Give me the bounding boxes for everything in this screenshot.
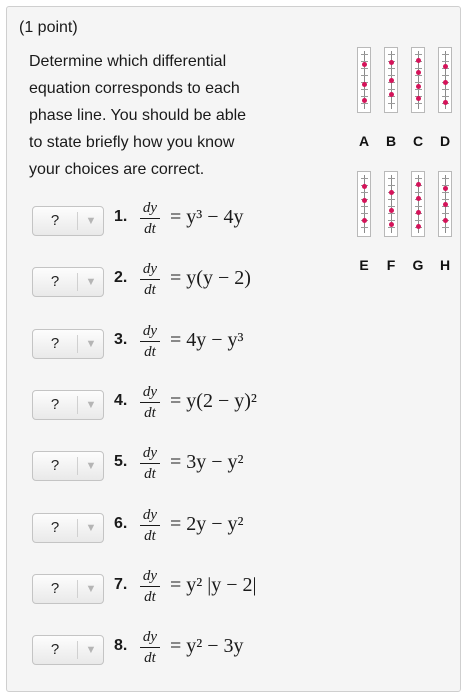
- equation-rhs: = 3y − y²: [170, 451, 244, 473]
- phase-tick: [361, 227, 368, 228]
- phase-tick: [361, 213, 368, 214]
- phase-tick: [442, 213, 449, 214]
- equation-rhs: = y² − 3y: [170, 635, 244, 657]
- fraction-numerator: dy: [142, 200, 158, 216]
- derivative-fraction: [138, 444, 162, 483]
- instruction-line: to state briefly how you know: [29, 134, 235, 151]
- phase-tick: [442, 178, 449, 179]
- phase-tick: [388, 178, 395, 179]
- answer-dropdown-4[interactable]: [32, 390, 104, 420]
- phase-tick: [361, 89, 368, 90]
- phase-tick: [388, 68, 395, 69]
- fraction-denominator: dt: [144, 466, 156, 482]
- phase-tick: [415, 75, 422, 76]
- fraction-numerator: dy: [142, 445, 158, 461]
- equation-number: 6.: [114, 515, 128, 532]
- equilibrium-dot: [389, 190, 394, 195]
- phase-line-image: [357, 171, 371, 237]
- phase-tick: [415, 54, 422, 55]
- equilibrium-dot: [362, 82, 367, 87]
- equilibrium-dot: [389, 208, 394, 213]
- answer-dropdown-1[interactable]: [32, 206, 104, 236]
- answer-dropdown-6[interactable]: [32, 513, 104, 543]
- instruction-line: your choices are correct.: [29, 161, 205, 178]
- instructions: [29, 48, 329, 183]
- phase-tick: [415, 192, 422, 193]
- derivative-fraction: [138, 383, 162, 422]
- fraction-bar: [140, 279, 160, 280]
- phase-tick: [415, 220, 422, 221]
- phase-tick: [388, 227, 395, 228]
- equation-number: 5.: [114, 453, 128, 470]
- equation-rhs: = y(2 − y)²: [170, 390, 257, 412]
- equation-number: 8.: [114, 637, 128, 654]
- fraction-numerator: dy: [142, 568, 158, 584]
- phase-tick: [415, 103, 422, 104]
- chevron-down-icon[interactable]: ▼: [85, 338, 97, 350]
- fraction-numerator: dy: [142, 261, 158, 277]
- phase-line-image: [384, 47, 398, 113]
- phase-tick: [415, 178, 422, 179]
- chevron-down-icon[interactable]: ▼: [85, 522, 97, 534]
- chevron-down-icon[interactable]: ▼: [85, 644, 97, 656]
- fraction-numerator: dy: [142, 629, 158, 645]
- derivative-fraction: [138, 506, 162, 545]
- phase-tick: [442, 89, 449, 90]
- fraction-denominator: dt: [144, 282, 156, 298]
- phase-line-label: H: [439, 257, 451, 273]
- equilibrium-dot: [362, 218, 367, 223]
- equilibrium-dot: [416, 182, 421, 187]
- point-value: (1 point): [19, 19, 78, 36]
- fraction-denominator: dt: [144, 589, 156, 605]
- fraction-numerator: dy: [142, 323, 158, 339]
- phase-tick: [361, 75, 368, 76]
- phase-tick: [388, 185, 395, 186]
- phase-tick: [442, 192, 449, 193]
- fraction-denominator: dt: [144, 344, 156, 360]
- answer-dropdown-2[interactable]: [32, 267, 104, 297]
- dropdown-value: ?: [50, 335, 60, 352]
- equilibrium-dot: [416, 96, 421, 101]
- equilibrium-dot: [416, 210, 421, 215]
- phase-tick: [361, 206, 368, 207]
- equilibrium-dot: [443, 186, 448, 191]
- fraction-denominator: dt: [144, 405, 156, 421]
- dropdown-value: ?: [50, 457, 60, 474]
- equilibrium-dot: [443, 218, 448, 223]
- equation-number: 3.: [114, 331, 128, 348]
- instruction-line: Determine which differential: [29, 53, 227, 70]
- equilibrium-dot: [389, 92, 394, 97]
- phase-tick: [361, 178, 368, 179]
- phase-tick: [388, 75, 395, 76]
- equilibrium-dot: [443, 80, 448, 85]
- answer-dropdown-3[interactable]: [32, 329, 104, 359]
- equilibrium-dot: [389, 60, 394, 65]
- fraction-bar: [140, 218, 160, 219]
- phase-line-label: A: [358, 133, 370, 149]
- phase-tick: [361, 103, 368, 104]
- phase-tick: [388, 89, 395, 90]
- equilibrium-dot: [362, 198, 367, 203]
- chevron-down-icon[interactable]: ▼: [85, 460, 97, 472]
- equation-rhs: = 2y − y²: [170, 513, 244, 535]
- chevron-down-icon[interactable]: ▼: [85, 276, 97, 288]
- phase-tick: [442, 227, 449, 228]
- derivative-fraction: [138, 628, 162, 667]
- fraction-denominator: dt: [144, 528, 156, 544]
- equilibrium-dot: [416, 196, 421, 201]
- dropdown-value: ?: [50, 519, 60, 536]
- equilibrium-dot: [362, 98, 367, 103]
- equation-rhs: = y³ − 4y: [170, 206, 244, 228]
- dropdown-value: ?: [50, 396, 60, 413]
- phase-tick: [388, 206, 395, 207]
- equation-rhs: = y(y − 2): [170, 267, 251, 289]
- answer-dropdown-5[interactable]: [32, 451, 104, 481]
- answer-dropdown-8[interactable]: [32, 635, 104, 665]
- answer-dropdown-7[interactable]: [32, 574, 104, 604]
- fraction-numerator: dy: [142, 507, 158, 523]
- phase-tick: [361, 96, 368, 97]
- equilibrium-dot: [416, 84, 421, 89]
- phase-tick: [442, 61, 449, 62]
- phase-tick: [415, 206, 422, 207]
- phase-tick: [388, 199, 395, 200]
- phase-line-image: [438, 171, 452, 237]
- phase-line-label: F: [386, 257, 396, 273]
- fraction-bar: [140, 341, 160, 342]
- phase-line-label: G: [412, 257, 424, 273]
- fraction-numerator: dy: [142, 384, 158, 400]
- fraction-bar: [140, 402, 160, 403]
- equilibrium-dot: [416, 224, 421, 229]
- fraction-bar: [140, 525, 160, 526]
- equilibrium-dot: [362, 62, 367, 67]
- fraction-bar: [140, 647, 160, 648]
- dropdown-value: ?: [50, 273, 60, 290]
- equilibrium-dot: [416, 70, 421, 75]
- equilibrium-dot: [443, 64, 448, 69]
- phase-tick: [388, 220, 395, 221]
- phase-tick: [415, 82, 422, 83]
- phase-tick: [442, 96, 449, 97]
- instruction-line: phase line. You should be able: [29, 107, 247, 124]
- phase-tick: [388, 54, 395, 55]
- phase-line-label: E: [359, 257, 369, 273]
- equilibrium-dot: [389, 78, 394, 83]
- phase-tick: [361, 54, 368, 55]
- chevron-down-icon[interactable]: ▼: [85, 215, 97, 227]
- phase-tick: [442, 199, 449, 200]
- chevron-down-icon[interactable]: ▼: [85, 399, 97, 411]
- equilibrium-dot: [443, 202, 448, 207]
- derivative-fraction: [138, 567, 162, 606]
- equation-number: 2.: [114, 269, 128, 286]
- equation-number: 7.: [114, 576, 128, 593]
- equation-number: 4.: [114, 392, 128, 409]
- equilibrium-dot: [443, 100, 448, 105]
- derivative-fraction: [138, 322, 162, 361]
- equilibrium-dot: [362, 184, 367, 189]
- equation-rhs: = y² |y − 2|: [170, 574, 257, 596]
- dropdown-value: ?: [50, 212, 60, 229]
- equilibrium-dot: [416, 58, 421, 63]
- phase-line-image: [357, 47, 371, 113]
- phase-line-image: [411, 171, 425, 237]
- derivative-fraction: [138, 199, 162, 238]
- fraction-bar: [140, 586, 160, 587]
- equation-rhs: = 4y − y³: [170, 329, 244, 351]
- equation-number: 1.: [114, 208, 128, 225]
- dropdown-value: ?: [50, 580, 60, 597]
- phase-tick: [415, 68, 422, 69]
- phase-tick: [388, 103, 395, 104]
- fraction-denominator: dt: [144, 650, 156, 666]
- fraction-denominator: dt: [144, 221, 156, 237]
- phase-tick: [442, 75, 449, 76]
- chevron-down-icon[interactable]: ▼: [85, 583, 97, 595]
- phase-tick: [442, 54, 449, 55]
- phase-line-label: D: [439, 133, 451, 149]
- phase-line-label: C: [412, 133, 424, 149]
- fraction-bar: [140, 463, 160, 464]
- phase-line-image: [438, 47, 452, 113]
- question-card: [6, 6, 461, 692]
- derivative-fraction: [138, 260, 162, 299]
- phase-line-image: [411, 47, 425, 113]
- phase-tick: [361, 68, 368, 69]
- phase-tick: [388, 213, 395, 214]
- phase-line-image: [384, 171, 398, 237]
- equilibrium-dot: [389, 222, 394, 227]
- phase-tick: [361, 192, 368, 193]
- phase-tick: [415, 89, 422, 90]
- instruction-line: equation corresponds to each: [29, 80, 240, 97]
- phase-line-label: B: [385, 133, 397, 149]
- dropdown-value: ?: [50, 641, 60, 658]
